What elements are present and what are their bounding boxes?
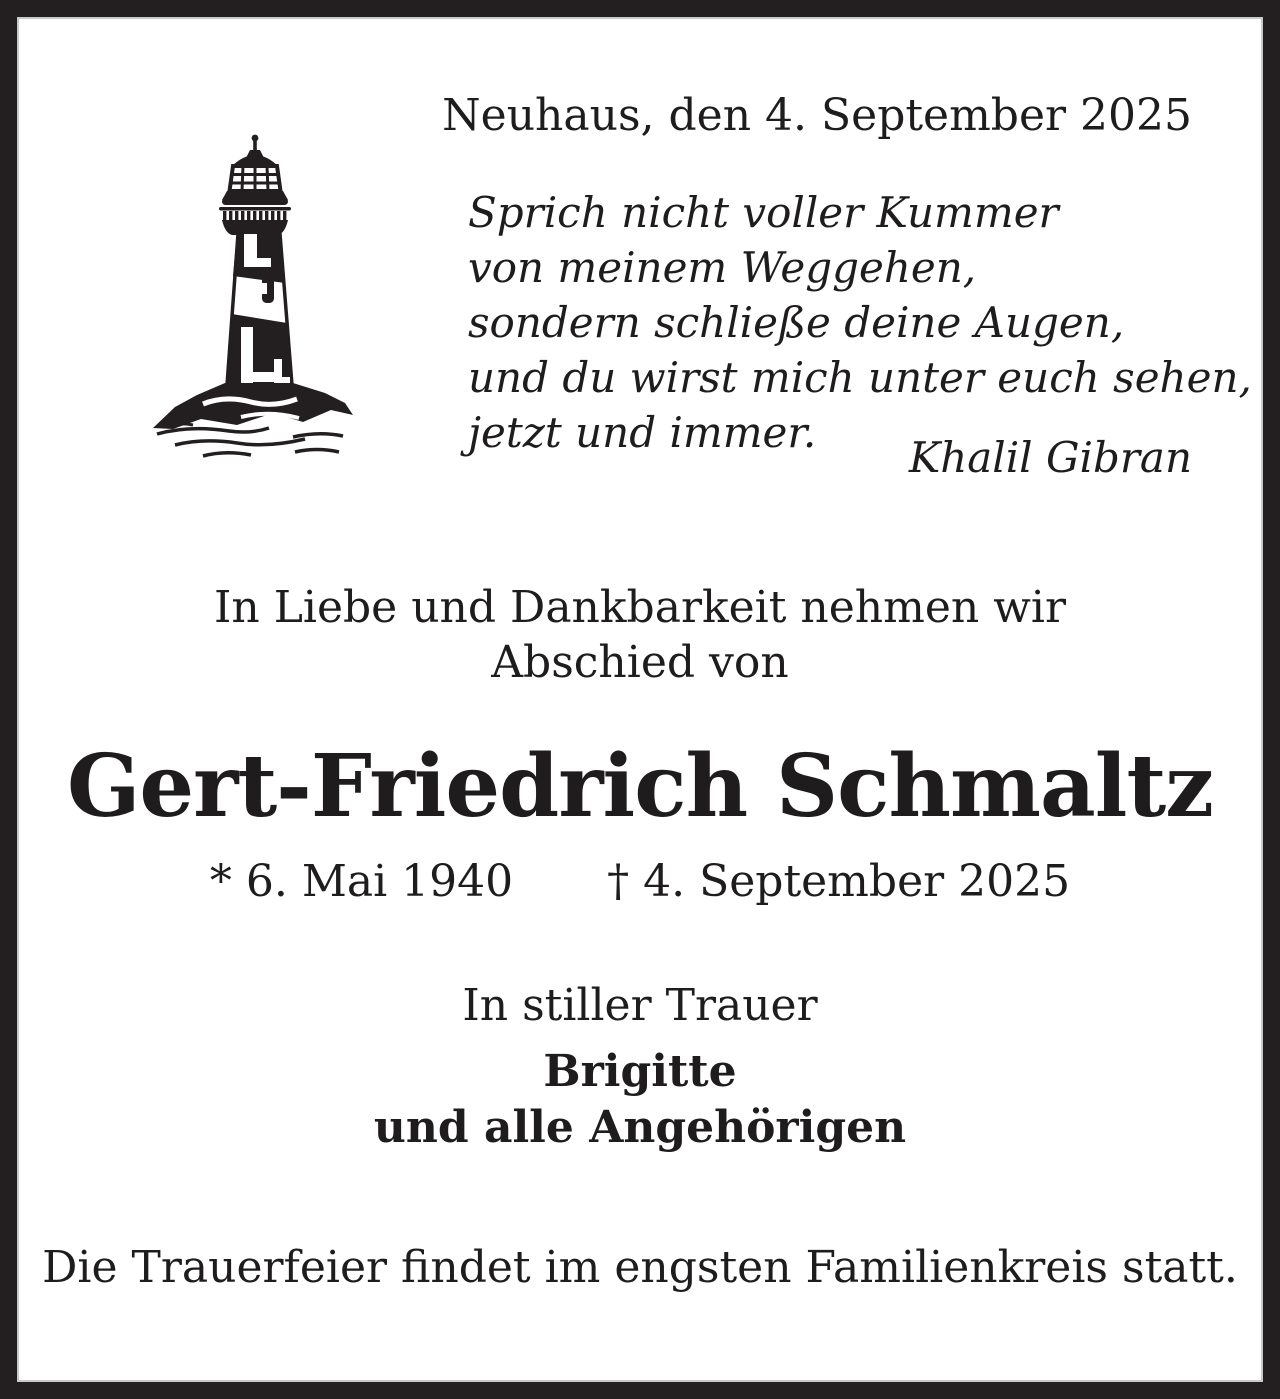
poem-attribution: Khalil Gibran: [908, 433, 1192, 482]
deceased-name: Gert-Friedrich Schmaltz: [66, 736, 1214, 837]
poem-line: jetzt und immer.: [468, 408, 817, 457]
birth-date: * 6. Mai 1940: [209, 856, 514, 907]
funeral-note: Die Trauerfeier findet im engsten Familienkreis statt.: [42, 1242, 1238, 1293]
death-date: † 4. September 2025: [607, 856, 1071, 907]
intro-line-1: In Liebe und Dankbarkeit nehmen wir: [213, 582, 1066, 633]
intro-text: [0, 580, 1280, 690]
mourning-heading: In stiller Trauer: [462, 980, 818, 1031]
mourner-name: Brigitte: [543, 1046, 737, 1097]
poem-line: und du wirst mich unter euch sehen,: [468, 353, 1252, 402]
dateline: Neuhaus, den 4. September 2025: [442, 90, 1192, 141]
mourner-name: und alle Angehörigen: [373, 1102, 907, 1153]
poem-line: Sprich nicht voller Kummer: [468, 188, 1059, 237]
lighthouse-icon: [145, 131, 360, 461]
poem: [468, 185, 1252, 460]
intro-line-2: Abschied von: [491, 637, 789, 688]
poem-line: sondern schließe deine Augen,: [468, 298, 1125, 347]
poem-line: von meinem Weggehen,: [468, 243, 977, 292]
mourners-list: [0, 1044, 1280, 1156]
life-dates: [0, 856, 1280, 907]
